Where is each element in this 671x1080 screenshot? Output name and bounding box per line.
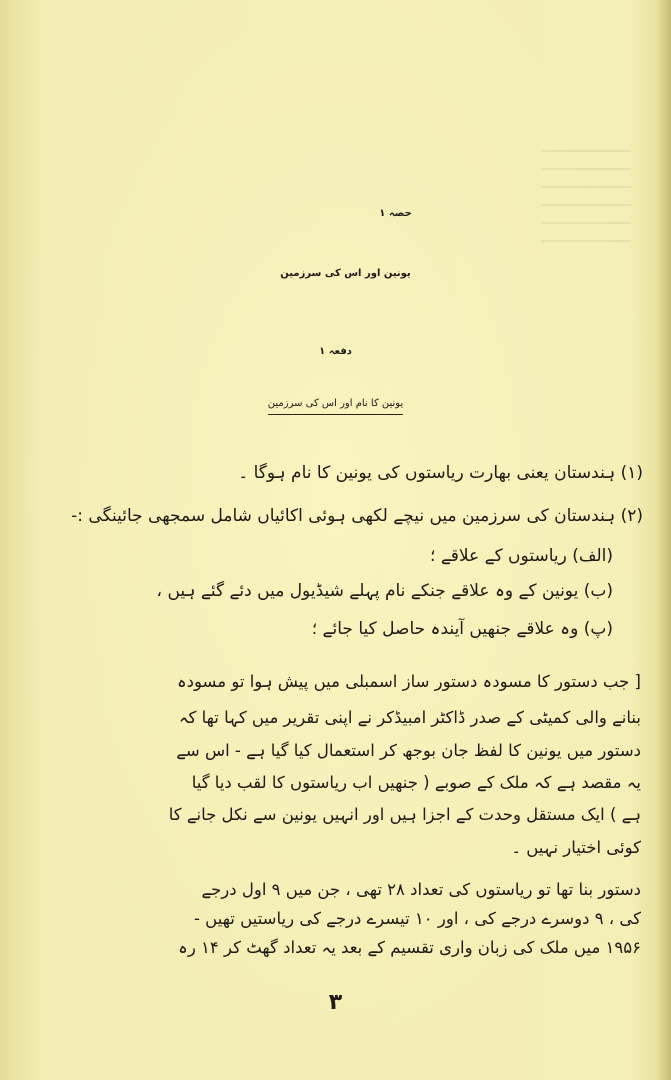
part-title: یونین اور اس کی سرزمین [280,268,411,279]
history-line: ۱۹۵۶ میں ملک کی زبان واری تقسیم کے بعد یہ تعداد گھٹ کر ۱۴ رہ [178,938,641,957]
page-edge-shadow [657,0,671,1080]
note-line: کوئی اختیار نہیں ۔ [511,838,641,857]
show-through-text [541,150,631,250]
note-line: بنانے والی کمیٹی کے صدر ڈاکٹر امبیڈکر نے اپنی تقریر میں کہا تھا کہ [178,708,641,727]
sub-clause-be: (ب) یونین کے وہ علاقے جنکے نام پہلے شیڈیول میں دئے گئے ہیں ، [156,581,613,601]
section-title-wrapper [0,398,671,415]
note-line: ہے ) ایک مستقل وحدت کے اجزا ہیں اور انہیں یونین سے نکل جانے کا [168,805,641,824]
sub-clause-pe: (پ) وہ علاقے جنھیں آیندہ حاصل کیا جائے ؛ [311,619,613,639]
note-line: یہ مقصد ہے کہ ملک کے صوبے ( جنھیں اب ریاستوں کا لقب دیا گیا [191,773,641,792]
clause-2: (۲) ہندستان کی سرزمین میں نیچے لکھی ہوئی اکائیاں شامل سمجھی جائینگی :- [71,506,643,526]
page-number: ۳ [328,990,343,1015]
history-line: دستور بنا تھا تو ریاستوں کی تعداد ۲۸ تھی ، جن میں ۹ اول درجے [201,880,641,899]
sub-clause-alif: (الف) ریاستوں کے علاقے ؛ [430,546,613,566]
history-line: کی ، ۹ دوسرے درجے کی ، اور ۱۰ تیسرے درجے کی ریاستیں تھیں - [193,909,641,928]
section-heading: دفعہ ۱ [319,346,352,357]
note-line: دستور میں یونین کا لفظ جان بوجھ کر استعمال کیا گیا ہے - اس سے [176,741,641,760]
clause-1: (۱) ہندستان یعنی بھارت ریاستوں کی یونین کا نام ہوگا ۔ [238,463,643,483]
part-heading: حصہ ۱ [379,208,412,219]
section-title: یونین کا نام اور اس کی سرزمین [268,398,404,415]
note-line: [ جب دستور کا مسودہ دستور ساز اسمبلی میں پیش ہوا تو مسودہ [177,672,641,691]
